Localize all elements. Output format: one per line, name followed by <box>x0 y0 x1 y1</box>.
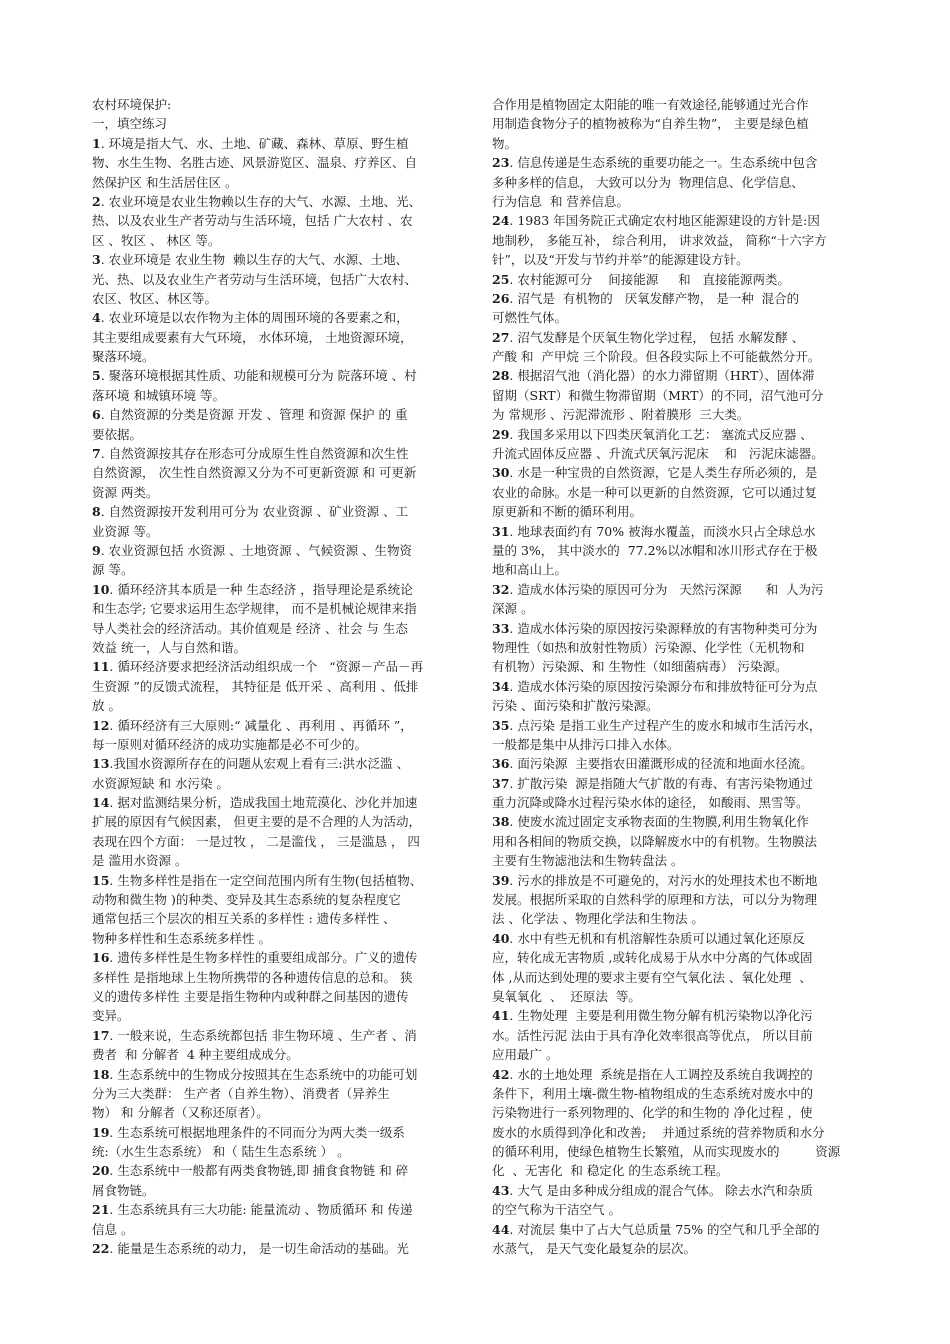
text-line <box>492 1142 878 1161</box>
text-line <box>492 425 878 444</box>
line-text: 信息 。 <box>92 1221 134 1237</box>
item-number: 44 <box>492 1221 510 1237</box>
text-line <box>492 1045 878 1064</box>
line-text: 废水的水质得到净化和改善; 并通过系统的营养物质和水分 <box>492 1124 825 1140</box>
item-number: 9 <box>92 542 101 558</box>
text-line <box>492 405 878 424</box>
text-line <box>92 619 467 638</box>
line-text: . 自然资源按开发利用可分为 农业资源 、矿业资源 、工 <box>100 504 409 520</box>
text-line <box>92 444 467 463</box>
line-text: 多种多样的信息， 大致可以分为 物理信息、化学信息、 <box>492 174 804 190</box>
item-number: 34 <box>492 678 510 694</box>
text-line <box>492 851 878 870</box>
text-line <box>92 1220 467 1239</box>
text-line <box>92 1026 467 1045</box>
line-text: 用制造食物分子的植物被称为“自养生物”， 主要是绿色植 <box>492 116 809 132</box>
text-line <box>492 638 878 657</box>
text-line <box>492 1123 878 1142</box>
text-line <box>492 1084 878 1103</box>
line-text: 变异。 <box>92 1008 130 1024</box>
text-line <box>92 832 467 851</box>
text-line <box>92 328 467 347</box>
item-number: 31 <box>492 523 510 539</box>
text-line <box>92 638 467 657</box>
right-column <box>492 95 878 1258</box>
line-text: 水资源短缺 和 水污染 。 <box>92 775 229 791</box>
item-number: 20 <box>92 1163 110 1179</box>
item-number: 19 <box>92 1124 110 1140</box>
item-number: 16 <box>92 950 110 966</box>
text-line <box>92 696 467 715</box>
text-line <box>492 541 878 560</box>
text-line <box>492 890 878 909</box>
line-text: 法 、化学法 、物理化学法和生物法 。 <box>492 911 704 927</box>
text-line <box>92 522 467 541</box>
line-text: 的循环利用，使绿色植物生长繁殖，从而实现废水的 资源 <box>492 1144 841 1160</box>
line-text: . 循环经济其本质是一种 生态经济 ，指导理论是系统论 <box>109 581 413 597</box>
text-line <box>92 735 467 754</box>
line-text: 热、以及农业生产者劳动与生活环境，包括 广大农村 、农 <box>92 213 413 229</box>
line-text: 费者 和 分解者 4 种主要组成成分。 <box>92 1047 299 1063</box>
line-text: 升流式固体反应器 、升流式厌氧污泥床 和 污泥床滤器。 <box>492 446 824 462</box>
text-line <box>492 599 878 618</box>
item-number: 1 <box>92 135 101 151</box>
text-line <box>92 890 467 909</box>
line-text: . 聚落环境根据其性质、功能和规模可分为 院落环境 、村 <box>100 368 417 384</box>
line-text: 应用最广 。 <box>492 1047 559 1063</box>
text-line <box>492 716 878 735</box>
text-line <box>492 386 878 405</box>
line-text: 产酸 和 产甲烷 三个阶段。但各段实际上不可能截然分开。 <box>492 349 821 365</box>
item-number: 13 <box>92 756 110 772</box>
line-text: 深源 。 <box>492 601 534 617</box>
text-line <box>92 560 467 579</box>
line-text: . 信息传递是生态系统的重要功能之一。生态系统中包含 <box>509 155 818 171</box>
text-line <box>92 754 467 773</box>
text-line <box>492 812 878 831</box>
text-line <box>92 657 467 676</box>
text-line <box>492 502 878 521</box>
line-text: . 生态系统中一般都有两类食物链,即 捕食食物链 和 碎 <box>109 1163 409 1179</box>
line-text: 自然资源， 次生性自然资源又分为不可更新资源 和 可更新 <box>92 465 417 481</box>
line-text: . 地球表面约有 70% 被海水覆盖，而淡水只占全球总水 <box>509 523 816 539</box>
line-text: . 农业环境是农业生物赖以生存的大气、水源、土地、光、 <box>100 193 422 209</box>
line-text: 主要有生物滤池法和生物转盘法 。 <box>492 853 684 869</box>
line-text: 合作用是植物固定太阳能的唯一有效途径,能够通过光合作 <box>492 97 809 112</box>
line-text: . 使废水流过固定支承物表面的生物膜,利用生物氧化作 <box>509 814 809 830</box>
item-number: 11 <box>92 659 110 675</box>
item-number: 42 <box>492 1066 510 1082</box>
text-line <box>92 677 467 696</box>
text-line <box>492 1026 878 1045</box>
text-line <box>92 929 467 948</box>
line-text: . 沼气是 有机物的 厌氧发酵产物， 是一种 混合的 <box>509 290 800 306</box>
line-text: 聚落环境。 <box>92 349 155 365</box>
text-line <box>492 1006 878 1025</box>
line-text: 物种多样性和生态系统多样性 。 <box>92 930 271 946</box>
line-text: 农业的命脉。水是一种可以更新的自然资源，它可以通过复 <box>492 484 818 500</box>
text-line <box>492 1103 878 1122</box>
line-text: 统:（水生生态系统） 和（ 陆生生态系统 ） 。 <box>92 1144 350 1160</box>
line-text: 有机物）污染源、和 生物性（如细菌病毒） 污染源。 <box>492 659 788 675</box>
left-column-lines <box>92 134 467 1259</box>
text-line <box>492 463 878 482</box>
text-line <box>492 793 878 812</box>
line-text: 物。 <box>492 135 518 151</box>
line-text: 是 滥用水资源 。 <box>92 853 188 869</box>
item-number: 43 <box>492 1182 510 1198</box>
text-line <box>492 1200 878 1219</box>
line-text: 多样性 是指地球上生物所携带的各种遗传信息的总和。 狭 <box>92 969 413 985</box>
line-text: 发展。根据所采取的自然科学的原理和方法，可以分为物理 <box>492 892 818 908</box>
line-text: 物理性（如热和放射性物质）污染源、化学性（无机物和 <box>492 639 805 655</box>
item-number: 41 <box>492 1008 510 1024</box>
text-line <box>492 153 878 172</box>
line-text: 义的遗传多样性 主要是指生物种内或种群之间基因的遗传 <box>92 988 409 1004</box>
text-line <box>492 1181 878 1200</box>
text-line <box>92 153 467 172</box>
line-text: . 水是一种宝贵的自然资源，它是人类生存所必须的，是 <box>509 465 818 481</box>
line-text: 物） 和 分解者（又称还原者）。 <box>92 1105 269 1121</box>
line-text: 和生态学; 它要求运用生态学规律， 而不是机械论规律来指 <box>92 601 417 617</box>
line-text: 用和各相间的物质交换，以降解废水中的有机物。生物膜法 <box>492 833 818 849</box>
line-text: . 农业环境是 农业生物 赖以生存的大气、水源、土地、 <box>100 252 409 268</box>
item-number: 40 <box>492 930 510 946</box>
text-line <box>92 270 467 289</box>
line-text: 源 等。 <box>92 562 134 578</box>
text-line <box>492 328 878 347</box>
text-line <box>92 192 467 211</box>
item-number: 30 <box>492 465 510 481</box>
line-text: . 点污染 是指工业生产过程产生的废水和城市生活污水， <box>509 717 822 733</box>
line-text: 水蒸气， 是天气变化最复杂的层次。 <box>492 1241 696 1257</box>
text-line <box>92 1181 467 1200</box>
line-text: . 循环经济有三大原则:“ 减量化 、再利用 、再循环 ”， <box>109 717 413 733</box>
right-column-lines <box>492 95 878 1258</box>
text-line <box>92 386 467 405</box>
line-text: 导人类社会的经济活动。其价值观是 经济 、社会 与 生态 <box>92 620 408 636</box>
text-line <box>492 677 878 696</box>
text-line <box>492 871 878 890</box>
text-line <box>92 502 467 521</box>
text-line <box>92 425 467 444</box>
line-text: 地制秒， 多能互补， 综合利用， 讲求效益， 简称“十六字方 <box>492 232 827 248</box>
line-text: 放 。 <box>92 698 121 714</box>
text-line <box>492 774 878 793</box>
item-number: 22 <box>92 1241 110 1257</box>
text-line <box>492 270 878 289</box>
text-line <box>492 832 878 851</box>
line-text: 可燃性气体。 <box>492 310 568 326</box>
line-text: 条件下，利用土壤-微生物-植物组成的生态系统对废水中的 <box>492 1085 813 1101</box>
item-number: 37 <box>492 775 510 791</box>
text-line <box>92 716 467 735</box>
line-text: 然保护区 和生活居住区 。 <box>92 174 238 190</box>
line-text: . 生物多样性是指在一定空间范围内所有生物(包括植物、 <box>109 872 423 888</box>
text-line <box>92 580 467 599</box>
text-line <box>92 463 467 482</box>
line-text: 农区、牧区、林区等。 <box>92 290 218 306</box>
item-number: 28 <box>492 368 510 384</box>
text-line <box>92 1084 467 1103</box>
line-text: 动物和微生物 )的种类、变异及其生态系统的复杂程度它 <box>92 892 401 908</box>
text-line <box>492 289 878 308</box>
item-number: 7 <box>92 446 101 462</box>
line-text: . 造成水体污染的原因可分为 天然污深源 和 人为污 <box>509 581 824 597</box>
text-line <box>492 968 878 987</box>
item-number: 17 <box>92 1027 110 1043</box>
line-text: . 根据沼气池（消化器）的水力滞留期（HRT）、固体滞 <box>509 368 815 384</box>
line-text: 区 、牧区 、 林区 等。 <box>92 232 221 248</box>
line-text: 通常包括三个层次的相互关系的多样性 : 遗传多样性 、 <box>92 911 396 927</box>
line-text: 水。活性污泥 法由于具有净化效率很高等优点， 所以目前 <box>492 1027 813 1043</box>
text-line <box>492 444 878 463</box>
line-text: 留期（SRT）和微生物滞留期（MRT）的不同，沼气池可分 <box>492 387 824 403</box>
line-text: . 生态系统中的生物成分按照其在生态系统中的功能可划 <box>109 1066 418 1082</box>
line-text: 业资源 等。 <box>92 523 159 539</box>
item-number: 21 <box>92 1202 110 1218</box>
text-line <box>92 909 467 928</box>
line-text: 行为信息 和 营养信息。 <box>492 193 629 209</box>
left-column <box>92 95 467 1258</box>
item-number: 36 <box>492 756 510 772</box>
text-line <box>492 1220 878 1239</box>
line-text: 扩展的原因有气候因素， 但更主要的是不合理的人为活动， <box>92 814 421 830</box>
text-line <box>92 599 467 618</box>
line-text: 资源 两类。 <box>92 484 159 500</box>
text-line <box>92 1103 467 1122</box>
text-line <box>92 1161 467 1180</box>
text-line <box>92 366 467 385</box>
item-number: 6 <box>92 407 101 423</box>
item-number: 24 <box>492 213 510 229</box>
line-text: 的空气称为干洁空气 。 <box>492 1202 621 1218</box>
text-line <box>492 211 878 230</box>
text-line <box>492 909 878 928</box>
text-line <box>492 929 878 948</box>
text-line <box>492 1161 878 1180</box>
text-line <box>492 696 878 715</box>
text-line <box>92 793 467 812</box>
line-text: 体 ,从而达到处理的要求主要有空气氧化法 、氧化处理 、 <box>492 969 812 985</box>
text-line <box>492 231 878 250</box>
text-line <box>92 1123 467 1142</box>
text-line <box>92 483 467 502</box>
line-text: 针”，以及“开发与节约并举”的能源建设方针。 <box>492 252 749 268</box>
item-number: 5 <box>92 368 101 384</box>
line-text: 表现在四个方面： 一是过牧 ， 二是滥伐 ， 三是滥恳 ， 四 <box>92 833 420 849</box>
item-number: 15 <box>92 872 110 888</box>
item-number: 27 <box>492 329 510 345</box>
text-line <box>492 1239 878 1258</box>
line-text: . 一般来说，生态系统都包括 非生物环境 、生产者 、消 <box>109 1027 417 1043</box>
line-text: 屑食物链。 <box>92 1182 155 1198</box>
text-line <box>492 1065 878 1084</box>
text-line <box>492 192 878 211</box>
line-text: . 自然资源按其存在形态可分成原生性自然资源和次生性 <box>100 446 409 462</box>
line-text: . 扩散污染 源是指随大气扩散的有毒、有害污染物通过 <box>509 775 813 791</box>
text-line <box>92 173 467 192</box>
line-text: . 农业环境是以农作物为主体的周围环境的各要素之和， <box>100 310 409 326</box>
line-text: 分为三大类群： 生产者（自养生物）、消费者（异养生 <box>92 1085 390 1101</box>
text-line <box>92 405 467 424</box>
text-line <box>492 522 878 541</box>
document-title: 农村环境保护: <box>92 97 172 112</box>
line-text: 化 、无害化 和 稳定化 的生态系统工程。 <box>492 1163 729 1179</box>
text-line <box>92 987 467 1006</box>
text-line <box>92 289 467 308</box>
text-line <box>92 1239 467 1258</box>
line-text: 落环境 和城镇环境 等。 <box>92 387 225 403</box>
item-number: 12 <box>92 717 110 733</box>
item-number: 23 <box>492 155 510 171</box>
item-number: 29 <box>492 426 510 442</box>
item-number: 32 <box>492 581 510 597</box>
line-text: . 面污染源 主要指农田灌溉形成的径流和地面水径流。 <box>509 756 813 772</box>
item-number: 3 <box>92 252 101 268</box>
text-line <box>92 250 467 269</box>
text-line <box>92 1045 467 1064</box>
text-line <box>92 231 467 250</box>
text-line <box>92 774 467 793</box>
line-text: .我国水资源所存在的问题从宏观上看有三:洪水泛滥 、 <box>109 756 410 772</box>
item-number: 2 <box>92 193 101 209</box>
text-line <box>92 968 467 987</box>
item-number: 25 <box>492 271 510 287</box>
text-line <box>492 347 878 366</box>
line-text: 物、水生生物、名胜古迹、风景游览区、温泉、疗养区、自 <box>92 155 418 171</box>
line-text: 要依据。 <box>92 426 143 442</box>
text-line <box>92 134 467 153</box>
line-text: . 环境是指大气、水、土地、矿藏、森林、草原、野生植 <box>100 135 409 151</box>
text-line <box>92 308 467 327</box>
text-line <box>92 211 467 230</box>
item-number: 39 <box>492 872 510 888</box>
text-line <box>92 541 467 560</box>
item-number: 4 <box>92 310 101 326</box>
line-text: . 对流层 集中了占大气总质量 75% 的空气和几乎全部的 <box>509 1221 820 1237</box>
line-text: 为 常规形 、污泥滞流形 、附着膜形 三大类。 <box>492 407 750 423</box>
line-text: 污染 、面污染和扩散污染源。 <box>492 698 659 714</box>
line-text: . 遗传多样性是生物多样性的重要组成部分。广义的遗传 <box>109 950 418 966</box>
text-line <box>92 851 467 870</box>
item-number: 35 <box>492 717 510 733</box>
line-text: . 我国多采用以下四类厌氧消化工艺： 塞流式反应器 、 <box>509 426 813 442</box>
item-number: 8 <box>92 504 101 520</box>
line-text: . 能量是生态系统的动力， 是一切生命活动的基础。光 <box>109 1241 409 1257</box>
text-line <box>492 657 878 676</box>
line-text: 效益 统一，人与自然和谐。 <box>92 639 246 655</box>
text-line <box>492 560 878 579</box>
line-text: . 污水的排放是不可避免的，对污水的处理技术也不断地 <box>509 872 818 888</box>
line-text: . 生物处理 主要是利用微生物分解有机污染物以净化污 <box>509 1008 813 1024</box>
line-text: . 农村能源可分 间接能源 和 直接能源两类。 <box>509 271 791 287</box>
item-number: 33 <box>492 620 510 636</box>
text-line <box>92 1006 467 1025</box>
item-number: 10 <box>92 581 110 597</box>
text-line <box>492 987 878 1006</box>
item-number: 18 <box>92 1066 110 1082</box>
text-line <box>492 580 878 599</box>
line-text: . 水中有些无机和有机溶解性杂质可以通过氧化还原反 <box>509 930 805 946</box>
text-line <box>492 483 878 502</box>
text-line <box>492 308 878 327</box>
line-text: . 循环经济要求把经济活动组织成一个 “资源－产品－再 <box>109 659 424 675</box>
line-text: . 1983 年国务院正式确定农村地区能源建设的方针是:因 <box>509 213 820 229</box>
line-text: 重力沉降或降水过程污染水体的途径， 如酸雨、黑雪等。 <box>492 795 809 811</box>
item-number: 38 <box>492 814 510 830</box>
text-line <box>492 134 878 153</box>
section-heading: 一，填空练习 <box>92 116 168 132</box>
line-text: 应，转化成无害物质 ,或转化成易于从水中分离的气体或固 <box>492 950 813 966</box>
line-text: . 生态系统可根据地理条件的不同而分为两大类一级系 <box>109 1124 405 1140</box>
text-line <box>492 735 878 754</box>
line-text: 每一原则对循环经济的成功实施都是必不可少的。 <box>92 736 368 752</box>
line-text: 量的 3%， 其中淡水的 77.2%以冰帽和冰川形式存在于极 <box>492 542 818 558</box>
item-number: 14 <box>92 795 110 811</box>
text-line <box>92 1065 467 1084</box>
line-text: 臭氧氧化 、 还原法 等。 <box>492 988 641 1004</box>
line-text: 其主要组成要素有大气环境， 水体环境， 土地资源环境， <box>92 329 413 345</box>
text-line <box>92 948 467 967</box>
line-text: 生资源 ”的反馈式流程， 其特征是 低开采 、高利用 、低排 <box>92 678 419 694</box>
line-text: . 农业资源包括 水资源 、土地资源 、气候资源 、生物资 <box>100 542 413 558</box>
text-line <box>492 948 878 967</box>
text-line <box>92 871 467 890</box>
text-line <box>492 366 878 385</box>
text-line <box>492 95 878 114</box>
line-text: 地和高山上。 <box>492 562 568 578</box>
line-text: . 造成水体污染的原因按污染源分布和排放特征可分为点 <box>509 678 818 694</box>
line-text: . 水的土地处理 系统是指在人工调控及系统自我调控的 <box>509 1066 813 1082</box>
text-line <box>492 173 878 192</box>
line-text: . 生态系统具有三大功能: 能量流动 、物质循环 和 传递 <box>109 1202 413 1218</box>
line-text: 污染物进行一系列物理的、化学的和生物的 净化过程 ，使 <box>492 1105 813 1121</box>
line-text: . 造成水体污染的原因按污染源释放的有害物种类可分为 <box>509 620 818 636</box>
text-line <box>492 250 878 269</box>
text-line <box>492 754 878 773</box>
line-text: 原更新和不断的循环利用。 <box>492 504 643 520</box>
text-line <box>492 114 878 133</box>
item-number: 26 <box>492 290 510 306</box>
text-line <box>92 812 467 831</box>
line-text: 一般都是集中从排污口排入水体。 <box>492 736 680 752</box>
line-text: . 自然资源的分类是资源 开发 、管理 和资源 保护 的 重 <box>100 407 408 423</box>
line-text: . 据对监测结果分析，造成我国土地荒漠化、沙化并加速 <box>109 795 418 811</box>
line-text: . 大气 是由多种成分组成的混合气体。 除去水汽和杂质 <box>509 1182 813 1198</box>
text-line <box>92 1142 467 1161</box>
text-line <box>92 347 467 366</box>
text-line <box>492 619 878 638</box>
text-line <box>92 1200 467 1219</box>
line-text: 光、热、以及农业生产者劳动与生活环境，包括广大农村、 <box>92 271 418 287</box>
line-text: . 沼气发酵是个厌氧生物化学过程， 包括 水解发酵 、 <box>509 329 805 345</box>
